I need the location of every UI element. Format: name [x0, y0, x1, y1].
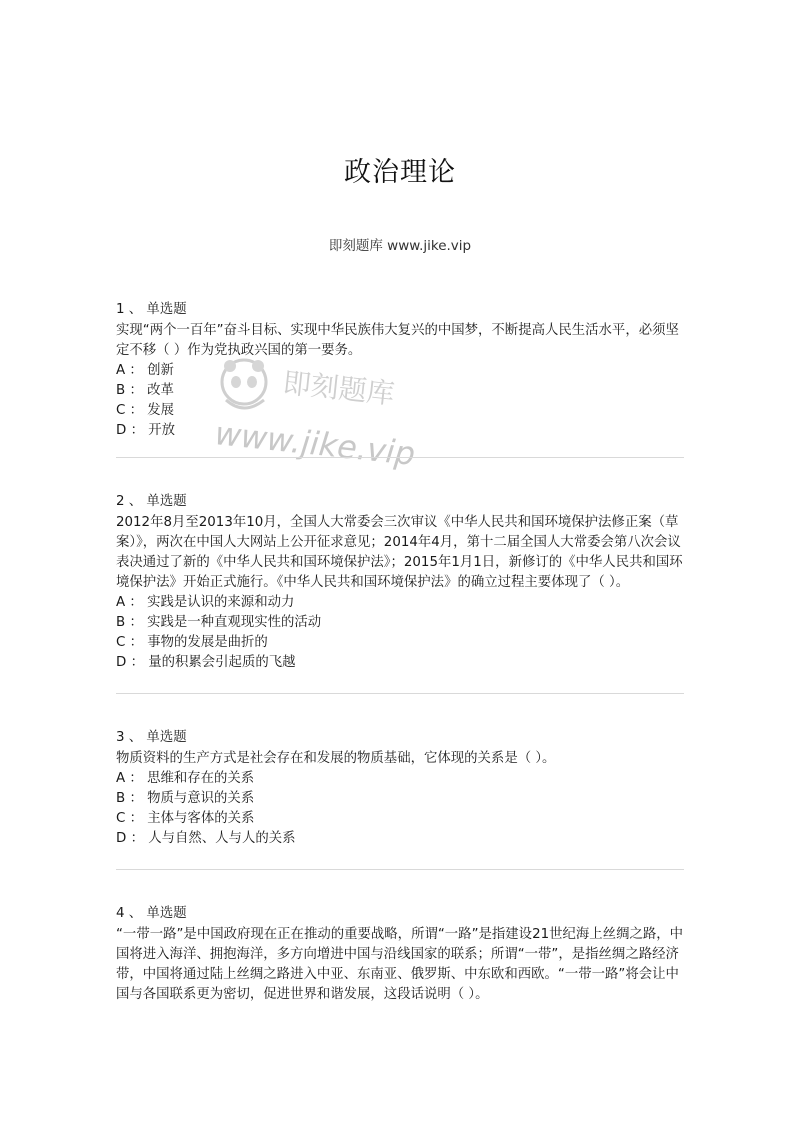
question-2	[116, 492, 684, 694]
option-d: D ： 开放	[116, 423, 175, 438]
question-4	[116, 904, 684, 1005]
option-c: C ： 主体与客体的关系	[116, 811, 255, 826]
option-c: C ： 事物的发展是曲折的	[116, 635, 268, 650]
option-list	[116, 593, 684, 673]
option-d: D ： 人与自然、人与人的关系	[116, 831, 296, 846]
option-list	[116, 361, 684, 441]
divider	[116, 457, 684, 458]
site-attribution: 即刻题库 www.jike.vip	[328, 238, 472, 254]
question-header: 4 、 单选题	[116, 906, 187, 921]
option-a: A ： 思维和存在的关系	[116, 771, 255, 786]
question-header: 3 、 单选题	[116, 730, 187, 745]
option-a: A ： 实践是认识的来源和动力	[116, 595, 295, 610]
question-1	[116, 300, 684, 458]
option-b: B ： 物质与意识的关系	[116, 791, 255, 806]
divider	[116, 869, 684, 870]
watermark-brand: 即刻题库	[281, 366, 397, 411]
question-stem: 实现“两个一百年”奋斗目标、实现中华民族伟大复兴的中国梦，不断提高人民生活水平，必须坚定不移（ ）作为党执政兴国的第一要务。	[116, 323, 679, 358]
question-stem: 物质资料的生产方式是社会存在和发展的物质基础，它体现的关系是（ ）。	[116, 751, 556, 766]
option-b: B ： 实践是一种直观现实性的活动	[116, 615, 322, 630]
option-a: A ： 创新	[116, 363, 174, 378]
option-d: D ： 量的积累会引起质的飞越	[116, 655, 296, 670]
question-list	[116, 300, 684, 1005]
option-c: C ： 发展	[116, 403, 175, 418]
question-3	[116, 728, 684, 870]
watermark-url: www.jike.vip	[213, 414, 417, 473]
page-title: 政治理论	[344, 157, 456, 188]
question-header: 1 、 单选题	[116, 302, 187, 317]
divider	[116, 693, 684, 694]
option-list	[116, 769, 684, 849]
question-stem: “一带一路”是中国政府现在正在推动的重要战略，所谓“一路”是指建设21世纪海上丝绸之路，中国将进入海洋、拥抱海洋，多方向增进中国与沿线国家的联系；所谓“一带”，是指丝绸之路经济带，中国将通过陆上丝绸之路进入中亚、东南亚、俄罗斯、中东欧和西欧。“一带一路”将会让中国与各国联系更为密切，促进世界和谐发展，这段话说明（ ）。	[116, 927, 684, 1002]
question-header: 2 、 单选题	[116, 494, 187, 509]
option-b: B ： 改革	[116, 383, 174, 398]
question-stem: 2012年8月至2013年10月，全国人大常委会三次审议《中华人民共和国环境保护法修正案（草案）》，两次在中国人大网站上公开征求意见；2014年4月，第十二届全国人大常委会第八次会议表决通过了新的《中华人民共和国环境保护法》；2015年1月1日，新修订的《中华人民共和国环境保护法》开始正式施行。《中华人民共和国环境保护法》的确立过程主要体现了（ ）。	[116, 515, 683, 590]
